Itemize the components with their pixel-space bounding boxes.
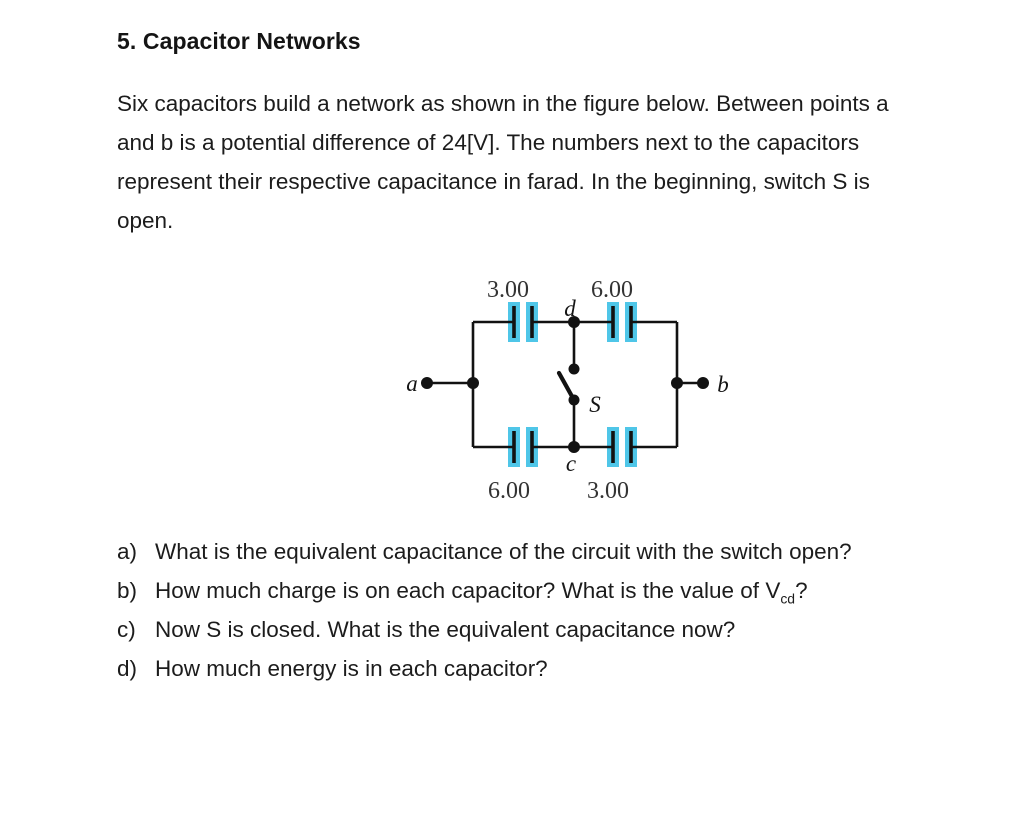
- question-item-c: [117, 610, 1017, 649]
- question-text-end: ?: [795, 578, 808, 603]
- cap-value-bottom-left: 6.00: [488, 478, 530, 504]
- subscript-cd: cd: [780, 590, 796, 607]
- question-text: How much energy is in each capacitor?: [155, 656, 548, 681]
- paragraph-line: open.: [117, 208, 174, 233]
- terminal-dot-b: [697, 377, 709, 389]
- question-label: b): [117, 578, 138, 603]
- circuit-figure: [388, 256, 750, 513]
- capacitor-plates: [514, 306, 631, 463]
- question-label: c): [117, 617, 136, 642]
- junction-dot-left: [467, 377, 479, 389]
- page-title: 5. Capacitor Networks: [117, 28, 361, 54]
- switch-dot-bottom: [569, 395, 580, 406]
- question-label: d): [117, 656, 138, 681]
- cap-value-top-left: 3.00: [487, 277, 529, 303]
- junction-dot-right: [671, 377, 683, 389]
- paragraph-line: and b is a potential difference of 24[V]. The numbers next to the capacitors: [117, 130, 860, 155]
- question-item-d: [117, 649, 1017, 688]
- terminal-dot-a: [421, 377, 433, 389]
- node-label-b: b: [717, 372, 729, 397]
- question-list: [117, 532, 1017, 688]
- question-text-main: How much charge is on each capacitor? What is the value of V: [155, 578, 781, 603]
- cap-value-bottom-right: 3.00: [587, 478, 629, 504]
- cap-value-top-right: 6.00: [591, 277, 633, 303]
- question-text: Now S is closed. What is the equivalent capacitance now?: [155, 617, 736, 642]
- circuit-diagram: [388, 256, 750, 508]
- problem-paragraph: [117, 84, 1017, 240]
- switch-dot-top: [569, 364, 580, 375]
- question-text: What is the equivalent capacitance of the circuit with the switch open?: [155, 539, 852, 564]
- switch-label: S: [589, 392, 601, 417]
- node-label-a: a: [406, 371, 418, 396]
- question-item-a: [117, 532, 1017, 571]
- node-label-d: d: [564, 296, 576, 321]
- paragraph-line: Six capacitors build a network as shown in the figure below. Between points a: [117, 91, 889, 116]
- question-text: [155, 571, 808, 610]
- node-label-c: c: [565, 451, 577, 476]
- question-item-b: [117, 571, 1017, 610]
- question-label: a): [117, 539, 138, 564]
- paragraph-line: represent their respective capacitance in farad. In the beginning, switch S is: [117, 169, 870, 194]
